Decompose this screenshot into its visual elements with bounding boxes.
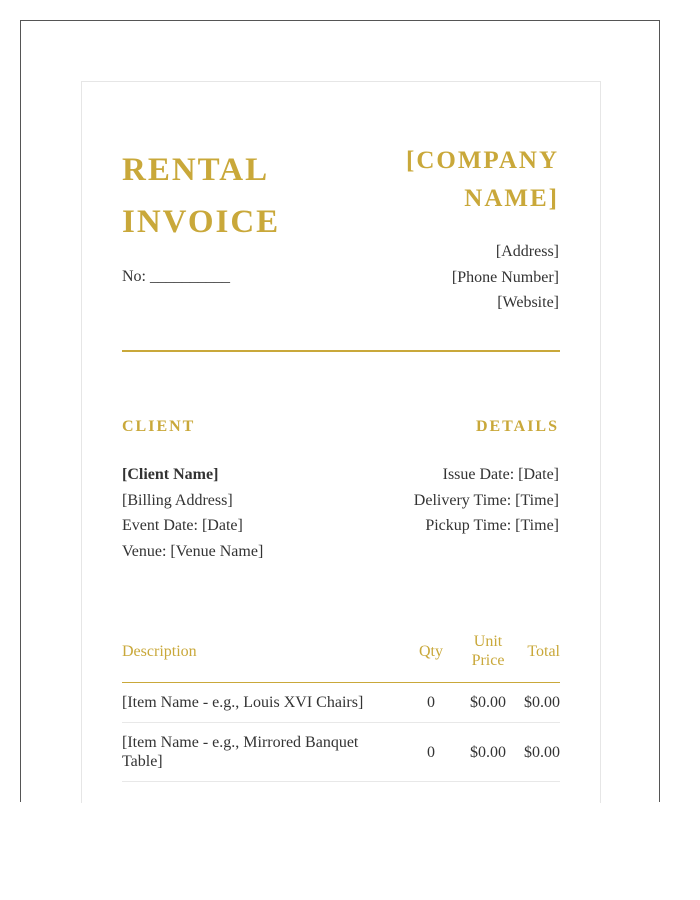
details-issue-date: Issue Date: [Date]: [442, 466, 559, 483]
invoice-title-line1: RENTAL: [122, 152, 270, 188]
company-contact-block: [299, 239, 559, 316]
company-website: [Website]: [497, 294, 559, 311]
item-unit-price: $0.00: [464, 683, 512, 723]
client-section-label: CLIENT: [122, 418, 196, 435]
item-qty: 0: [398, 723, 464, 782]
client-billing-address: [Billing Address]: [122, 491, 233, 509]
header-description: Description: [122, 628, 398, 683]
header-total: Total: [512, 628, 560, 683]
client-event-date: Event Date: [Date]: [122, 517, 243, 534]
client-name: [Client Name]: [122, 466, 219, 483]
company-name-line1: [COMPANY: [406, 147, 559, 174]
details-pickup-time: Pickup Time: [Time]: [425, 517, 559, 534]
item-description: [Item Name - e.g., Mirrored Banquet Table]: [122, 723, 398, 782]
client-venue: Venue: [Venue Name]: [122, 542, 264, 560]
details-delivery-time: Delivery Time: [Time]: [413, 491, 559, 509]
details-info-block: [299, 462, 559, 539]
company-name: [339, 142, 559, 218]
details-section-label: DETAILS: [475, 418, 559, 435]
company-address: [Address]: [495, 243, 559, 260]
company-phone: [Phone Number]: [451, 268, 559, 286]
header-unit-price: Unit Price: [464, 628, 512, 683]
company-name-line2: NAME]: [464, 185, 559, 212]
header-qty: Qty: [398, 628, 464, 683]
item-unit-price: $0.00: [464, 723, 512, 782]
item-total: $0.00: [512, 683, 560, 723]
table-header-row: [122, 628, 560, 683]
table-row: [122, 723, 560, 782]
items-table: [122, 628, 560, 782]
table-row: [122, 683, 560, 723]
item-qty: 0: [398, 683, 464, 723]
invoice-title-line2: INVOICE: [122, 204, 281, 240]
invoice-title: [122, 144, 342, 248]
items-table-body: [122, 683, 560, 782]
item-description: [Item Name - e.g., Louis XVI Chairs]: [122, 683, 398, 723]
items-table-header: [122, 628, 560, 683]
client-info-block: [122, 462, 263, 564]
invoice-number: No: __________: [122, 268, 230, 285]
header-divider: [122, 350, 560, 352]
item-total: $0.00: [512, 723, 560, 782]
